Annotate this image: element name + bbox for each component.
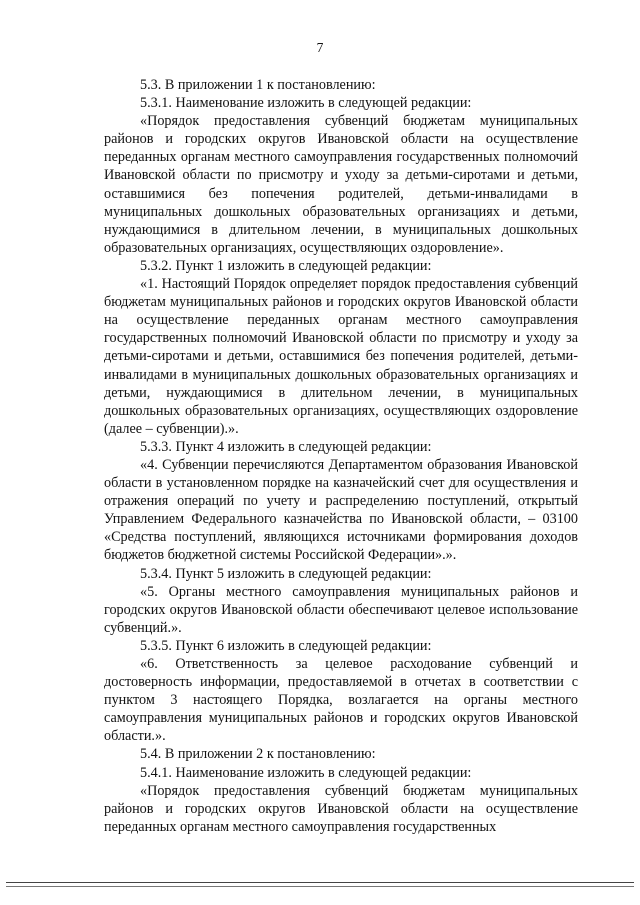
paragraph-5-3-5: 5.3.5. Пункт 6 изложить в следующей редакции: <box>140 637 432 654</box>
paragraph-5-3: 5.3. В приложении 1 к постановлению: <box>140 77 376 93</box>
paragraph-5-4-1: 5.4.1. Наименование изложить в следующей редакции: <box>140 764 472 781</box>
paragraph-annex1-title: «Порядок предоставления субвенций бюджетам муниципальных районов и городских округов Ивановской области на осуществление переданных органам местного самоуправления государственных полномочий Ивановской области по присмотру и уходу за детьми-сиротами и детьми, оставшимися без попечения родителей, детьми-инвалидами в муниципальных дошкольных образовательных организациях и детьми, нуждающимися в длительном лечении, в муниципальных дошкольных образовательных организациях, осуществляющих оздоровление». <box>104 113 578 256</box>
paragraph-5-3-4: 5.3.4. Пункт 5 изложить в следующей редакции: <box>140 565 432 582</box>
paragraph-annex2-title: «Порядок предоставления субвенций бюджетам муниципальных районов и городских округов Ивановской области на осуществление переданных органам местного самоуправления государственных <box>104 782 578 835</box>
footer-divider-secondary <box>6 886 634 887</box>
paragraph-5-3-3: 5.3.3. Пункт 4 изложить в следующей редакции: <box>140 438 432 455</box>
paragraph-5-4: 5.4. В приложении 2 к постановлению: <box>140 746 376 763</box>
paragraph-5-3-2: 5.3.2. Пункт 1 изложить в следующей редакции: <box>140 257 432 274</box>
footer-divider <box>6 882 634 883</box>
paragraph-5-3-1: 5.3.1. Наименование изложить в следующей редакции: <box>140 95 472 112</box>
page-number: 7 <box>316 40 324 55</box>
paragraph-point-4: «4. Субвенции перечисляются Департаментом образования Ивановской области в установленном порядке на казначейский счет для осуществления и отражения операций по учету и распределению поступлений, открытый Управлением Федерального казначейства по Ивановской области, – 03100 «Средства поступлений, являющихся источниками формирования доходов бюджетов бюджетной системы Российской Федерации».». <box>104 456 578 564</box>
paragraph-point-5: «5. Органы местного самоуправления муниципальных районов и городских округов Ивановской области обеспечивают целевое использование субвенций.». <box>104 583 578 636</box>
document-body <box>104 76 578 836</box>
paragraph-point-1: «1. Настоящий Порядок определяет порядок предоставления субвенций бюджетам муниципальных районов и городских округов Ивановской области на осуществление переданных органам местного самоуправления государственных полномочий Ивановской области по присмотру и уходу за детьми-сиротами и детьми, оставшимися без попечения родителей, детьми-инвалидами в муниципальных дошкольных образовательных организациях и детьми, нуждающимися в длительном лечении, в муниципальных дошкольных образовательных организациях, осуществляющих оздоровление (далее – субвенции).». <box>104 276 578 437</box>
paragraph-point-6: «6. Ответственность за целевое расходование субвенций и достоверность информации, предоставляемой в отчетах в соответствии с пунктом 3 настоящего Порядка, возлагается на органы местного самоуправления муниципальных районов и городских округов Ивановской области.». <box>104 656 578 745</box>
